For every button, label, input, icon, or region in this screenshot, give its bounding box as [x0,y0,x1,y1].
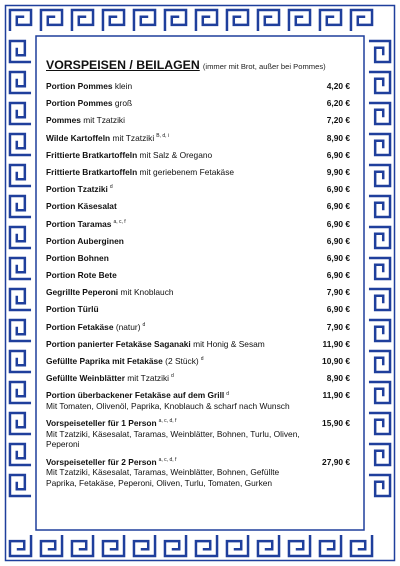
menu-item-name: Portion panierter Fetakäse Saganaki [46,338,191,349]
menu-item-price: 8,90 € [326,132,350,143]
allergen-codes: B, d, i [156,132,169,139]
menu-item-name: Portion Bohnen [46,252,109,263]
menu-item-name: Frittierte Bratkartoffeln [46,166,138,177]
menu-item-price: 9,90 € [326,166,350,177]
menu-item-price: 6,90 € [326,304,350,315]
menu-item-price: 4,20 € [326,81,350,91]
menu-item-name: Portion Auberginen [46,235,124,246]
menu-item [46,253,356,264]
allergen-codes: a, c, f [113,218,126,225]
menu-item-price: 6,90 € [326,149,350,160]
menu-item [46,390,356,411]
menu-title-note: (immer mit Brot, außer bei Pommes) [202,62,326,71]
menu-item-name: Gefüllte Paprika mit Fetakäse [46,356,163,366]
menu-content [46,58,356,495]
menu-item [46,356,356,367]
menu-item-price: 6,90 € [326,252,350,263]
menu-item-name: Gefüllte Weinblätter [46,373,125,384]
menu-item-price: 11,90 € [322,338,350,349]
menu-item-price: 6,90 € [326,184,350,195]
menu-item-description: groß [114,98,133,109]
menu-item-price: 6,90 € [326,235,350,246]
menu-item [46,322,356,333]
menu-item-description: mit Salz & Oregano [139,149,213,160]
menu-item-price: 6,90 € [326,201,350,212]
menu-item-description: mit geriebenem Fetakäse [139,166,235,177]
menu-item-price: 15,90 € [322,418,350,429]
menu-item [46,287,356,298]
menu-item-list [46,81,356,488]
menu-item [46,457,356,489]
menu-item-price: 7,90 € [326,287,350,298]
menu-item-name: Portion Pommes [46,81,113,91]
menu-item-price: 10,90 € [322,356,350,366]
menu-item-description: mit Tzatziki [127,373,170,384]
menu-item-name: Portion Rote Bete [46,270,117,281]
menu-item-name: Gegrillte Peperoni [46,287,119,298]
menu-item-description: (2 Stück) [165,356,199,366]
allergen-codes: d [142,321,146,328]
menu-item-price: 6,90 € [326,218,350,229]
menu-item-name: Portion Pommes [46,98,113,109]
menu-item [46,304,356,315]
menu-item-price: 7,20 € [326,115,350,126]
menu-title: VORSPEISEN / BEILAGEN [46,58,200,72]
menu-item [46,150,356,161]
menu-item-name: Vorspeiseteller für 2 Person [46,456,157,467]
menu-item-description: mit Honig & Sesam [193,338,265,349]
menu-item-price: 6,20 € [326,98,350,109]
menu-item-price: 7,90 € [326,321,350,332]
menu-item [46,219,356,230]
menu-item [46,115,356,126]
allergen-codes: d [171,373,174,380]
menu-item [46,98,356,109]
menu-item-price: 8,90 € [326,373,350,384]
menu-item [46,373,356,384]
menu-item-name: Portion Tzatziki [46,184,108,195]
allergen-codes: d [200,356,204,363]
menu-heading [46,58,356,72]
menu-item [46,418,356,450]
menu-item-name: Portion Käsesalat [46,201,117,212]
menu-item [46,270,356,281]
menu-item-name: Portion Türlü [46,304,99,315]
menu-item-name: Wilde Kartoffeln [46,132,111,143]
menu-item-name: Portion Taramas [46,218,112,229]
menu-item-description: mit Tzatziki [112,132,155,143]
menu-item-description: klein [114,81,133,91]
menu-item-description: mit Knoblauch [120,287,174,298]
menu-item [46,184,356,195]
menu-item-price: 27,90 € [322,456,350,467]
menu-item-name: Frittierte Bratkartoffeln [46,149,138,160]
allergen-codes: d [109,184,113,191]
menu-item [46,339,356,350]
menu-item-details: Mit Tomaten, Olivenöl, Paprika, Knoblauch & scharf nach Wunsch [46,400,290,411]
menu-item [46,201,356,212]
menu-item-description: (natur) [115,321,141,332]
menu-item-name: Pommes [46,115,81,126]
menu-item-name: Vorspeiseteller für 1 Person [46,418,157,429]
menu-item-details: Mit Tzatziki, Käsesalat, Taramas, Weinblätter, Bohnen, Gefüllte Paprika, Fetakäse, Peperoni, Oliven, Turlu, Tomaten, Gurken [46,467,280,488]
menu-item [46,133,356,144]
menu-item [46,167,356,178]
menu-item-name: Portion überbackener Fetakäse auf dem Grill [46,390,225,401]
allergen-codes: a, c, d, f [158,456,177,463]
allergen-codes: d [226,390,230,397]
menu-item-price: 6,90 € [326,270,350,281]
menu-item-description: mit Tzatziki [83,115,125,126]
menu-item-name: Portion Fetakäse [46,321,114,332]
menu-item [46,81,356,92]
menu-item-price: 11,90 € [322,390,350,401]
menu-item-details: Mit Tzatziki, Käsesalat, Taramas, Weinblätter, Bohnen, Turlu, Oliven, Peperoni [46,428,300,450]
menu-item [46,236,356,247]
allergen-codes: a, c, d, f [158,418,177,425]
